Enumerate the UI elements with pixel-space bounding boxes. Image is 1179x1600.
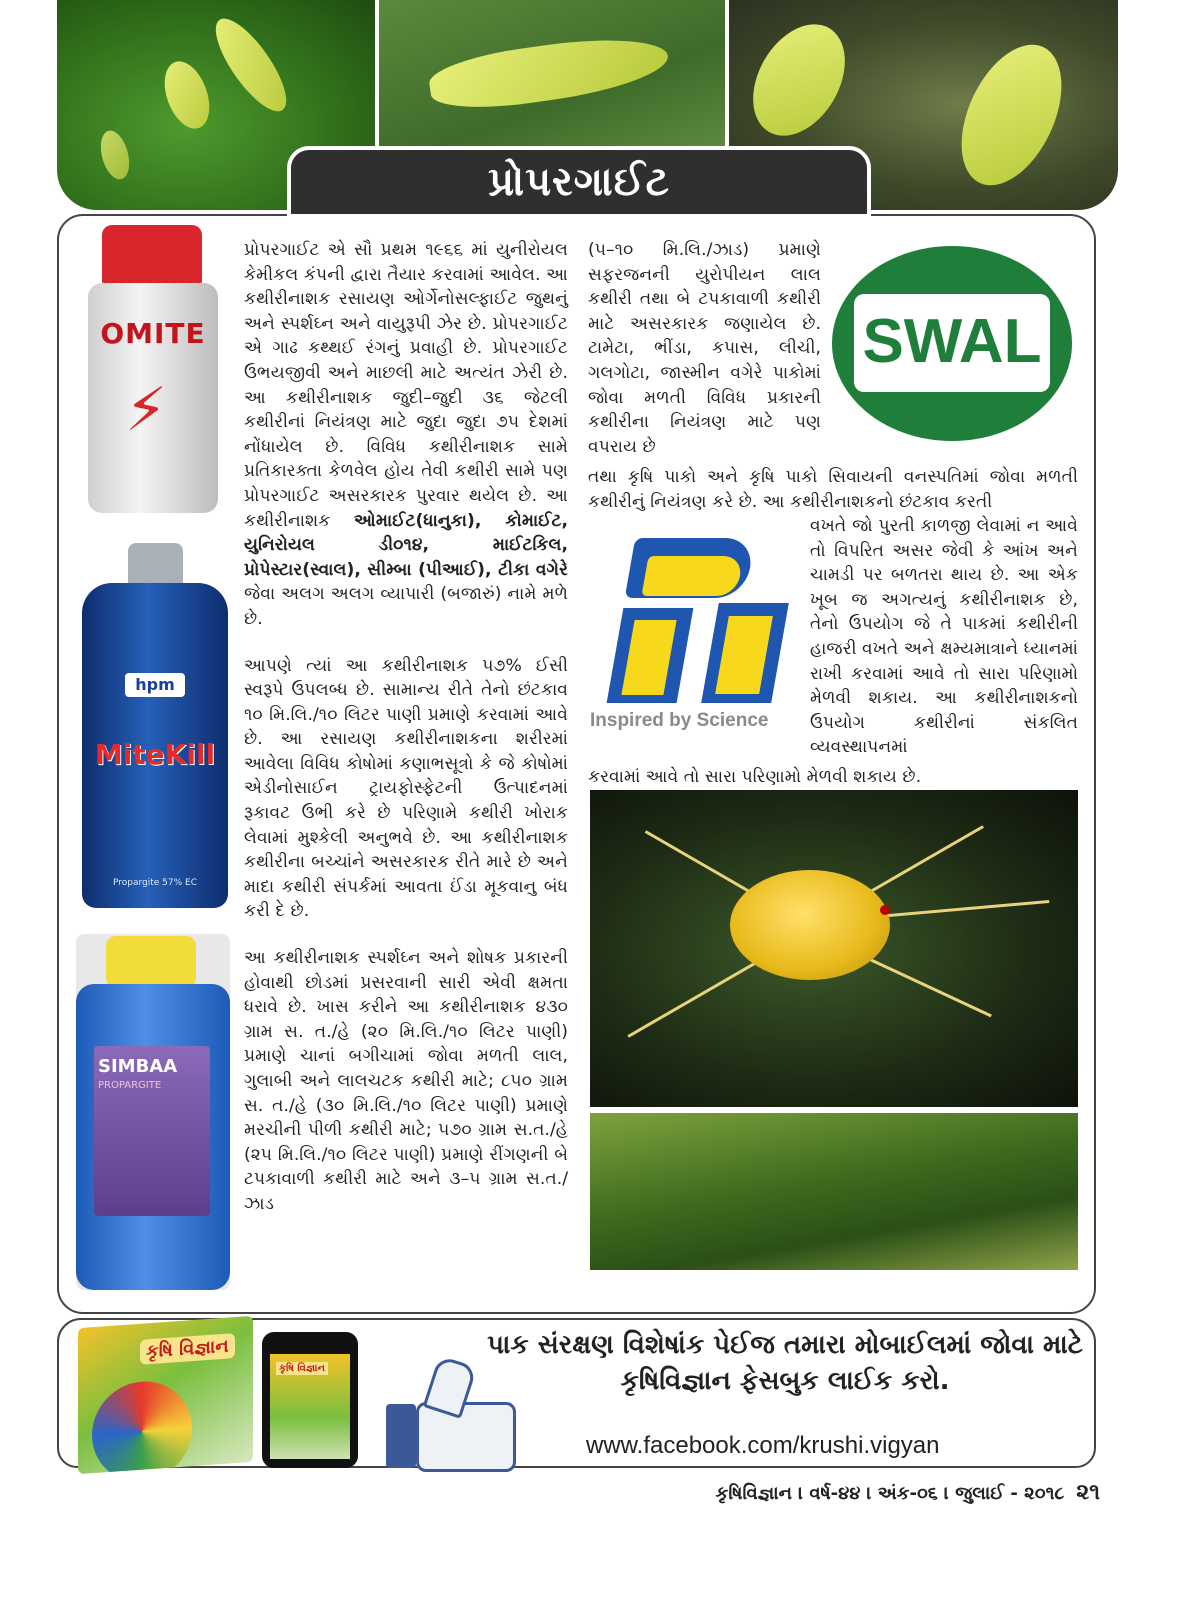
mitekill-label: MiteKill [94, 738, 216, 771]
magazine-cover-image [78, 1316, 253, 1474]
spider-mite-photo [590, 790, 1078, 1107]
swal-logo [832, 246, 1072, 441]
swal-logo-text: SWAL [862, 307, 1042, 376]
page-number: ૨૧ [1076, 1480, 1100, 1505]
mitekill-sublabel: Propargite 57% EC [112, 878, 198, 888]
hpm-logo: hpm [125, 673, 185, 697]
article-column-1 [244, 238, 568, 1217]
footer-issue-info: કૃષિવિજ્ઞાન । વર્ષ-૪૪ । અંક-૦૬ । જુલાઈ - ૨૦૧૮ [715, 1483, 1065, 1504]
facebook-url-link[interactable]: www.facebook.com/krushi.vigyan [586, 1432, 940, 1459]
article-title-tab [287, 146, 871, 218]
article-column-2: (૫–૧૦ મિ.લિ./ઝાડ) પ્રમાણે સફરજનની યુરોપીયન લાલ કથીરી તથા બે ટપકાવાળી કથીરી માટે અસરકારક જણાયેલ છે. ટામેટા, ભીંડા, કપાસ, લીચી, ગલગોટા, જાસ્મીન વગેરે પાકોમાં જોવા મળતી વિવિધ પ્રકારની કથીરીના નિયંત્રણ માટે પણ વપરાય છે [588, 240, 821, 457]
lightning-icon: ⚡ [125, 375, 168, 445]
brand-names: ઓમાઈટ(ધાનુકા), કોમાઈટ, યુનિરોયલ ડી૦૧૪, માઈટકિલ, પ્રોપેસ્ટાર(સ્વાલ), સીમ્બા (પીઆઈ), ટીકા વગેરે [244, 510, 568, 580]
article-column-3: વખતે જો પુરતી કાળજી લેવામાં ન આવે તો વિપરિત અસર જેવી કે આંખ અને ચામડી પર બળતરા થાય છે. આ એક ખૂબ જ અગત્યનું કથીરીનાશક છે, તેનો ઉપયોગ જે તે પાકમાં કથીરીની હાજરી વખતે અને ક્ષમ્યમાત્રાને ધ્યાનમાં રાખી કરવામાં આવે તો સારા પરિણામો મેળવી શકાય. આ કથીરીનાશકનો ઉપયોગ કથીરીનાં સંકલિત વ્યવસ્થાપનમાં [810, 516, 1078, 758]
omite-bottle-image [80, 225, 225, 515]
promo-line-2: કૃષિવિજ્ઞાન ફેસબુક લાઈક કરો. [620, 1366, 950, 1396]
phone-magazine-title: કૃષિ વિજ્ઞાન [276, 1362, 328, 1375]
mite-damaged-leaf-photo [590, 1113, 1078, 1270]
omite-label: OMITE [100, 317, 206, 350]
simbaa-bottle-image [76, 934, 230, 1290]
paragraph-intro: પ્રોપરગાઈટ એ સૌ પ્રથમ ૧૯૬૬ માં યુનીરોયલ કેમીકલ કંપની દ્વારા તૈયાર કરવામાં આવેલ. આ કથીરીનાશક રસાયણ ઓર્ગેનોસલ્ફાઈટ જુથનું અને સ્પર્શઘ્ન અને વાયુરૂપી ઝેર છે. પ્રોપરગાઈટ એ ગાઢ કથ્થઈ રંગનું પ્રવાહી છે. પ્રોપરગાઈટ ઉભયજીવી અને માછલી માટે અત્યંત ઝેરી છે. આ કથીરીનાશક જુદી–જુદી ૩૬ જેટલી કથીરીનાં નિયંત્રણ માટે જુદા જુદા ૭૫ દેશમાં નોંધાયેલ છે. વિવિધ કથીરીનાશક સામે પ્રતિકારક્તા કેળવેલ હોય તેવી કથીરી સામે પણ પ્રોપરગાઈટ અસરકારક પુરવાર થયેલ છે. આ કથીરીનાશક ઓમાઈટ(ધાનુકા), કોમાઈટ, યુનિરોયલ ડી૦૧૪, માઈટકિલ, પ્રોપેસ્ટાર(સ્વાલ), સીમ્બા (પીઆઈ), ટીકા વગેરે જેવા અલગ અલગ વ્યાપારી (બજારું) નામે મળે છે. [244, 240, 568, 629]
magazine-title: કૃષિ વિજ્ઞાન [140, 1333, 235, 1365]
page-title: પ્રોપરગાઈટ [488, 159, 670, 205]
simbaa-label: SIMBAA [98, 1056, 178, 1077]
paragraph-usage: આપણે ત્યાં આ કથીરીનાશક ૫૭% ઈસી સ્વરૂપે ઉપલબ્ધ છે. સામાન્ય રીતે તેનો છંટકાવ ૧૦ મિ.લિ./૧૦ લિટર પાણી પ્રમાણે કરવામાં આવે છે. આ રસાયણ કથીરીનાશકના શરીરમાં આવેલા વિવિધ કોષોમાં કણાભસૂત્રો કે જે કોષોમાં એડીનોસાઈન ટ્રાયફોસ્ફેટની ઉત્પાદનમાં રૂકાવટ ઉભી કરે છે પરિણામે કથીરી ખોરાક લેવામાં મુશ્કેલી અનુભવે છે. આ કથીરીનાશક કથીરીના બચ્ચાંને અસરકારક રીતે મારે છે અને માદા કથીરી સંપર્કમાં આવતા ઈંડા મૂકવાનુ બંધ કરી દે છે. [244, 655, 568, 922]
article-closing-line: કરવામાં આવે તો સારા પરિણામો મેળવી શકાય છે. [588, 767, 922, 787]
mobile-phone-image [262, 1332, 358, 1468]
mitekill-bottle-image [80, 543, 230, 908]
page-footer [650, 1480, 1100, 1505]
article-wide-line: તથા કૃષિ પાકો અને કૃષિ પાકો સિવાયની વનસ્પતિમાં જોવા મળતી કથીરીનું નિયંત્રણ કરે છે. આ કથીરીનાશકનો છંટકાવ કરતી [588, 467, 1078, 512]
promo-line-1: પાક સંરક્ષણ વિશેષાંક પેઈજ તમારા મોબાઈલમાં જોવા માટે [487, 1330, 1083, 1360]
paragraph-dosage: આ કથીરીનાશક સ્પર્શઘ્ન અને શોષક પ્રકારની હોવાથી છોડમાં પ્રસરવાની સારી એવી ક્ષમતા ધરાવે છે. ખાસ કરીને આ કથીરીનાશક ૪૩૦ ગ્રામ સ. ત./હે (૨૦ મિ.લિ./૧૦ લિટર પાણી) પ્રમાણે ચાનાં બગીચામાં જોવા મળતી લાલ, ગુલાબી અને લાલચટક કથીરી માટે; ૮૫૦ ગ્રામ સ. ત./હે (૩૦ મિ.લિ./૧૦ લિટર પાણી) પ્રમાણે મરચીની પીળી કથીરી માટે; ૫૭૦ ગ્રામ સ.ત./હે (૨૫ મિ.લિ./૧૦ લિટર પાણી) પ્રમાણે રીંગણની બે ટપકાવાળી કથીરી માટે અને ૩–૫ ગ્રામ સ.ત./ઝાડ [244, 948, 568, 1214]
pi-tagline: Inspired by Science [590, 710, 769, 731]
pi-industries-logo [590, 528, 800, 743]
simbaa-sublabel: PROPARGITE [98, 1080, 162, 1091]
